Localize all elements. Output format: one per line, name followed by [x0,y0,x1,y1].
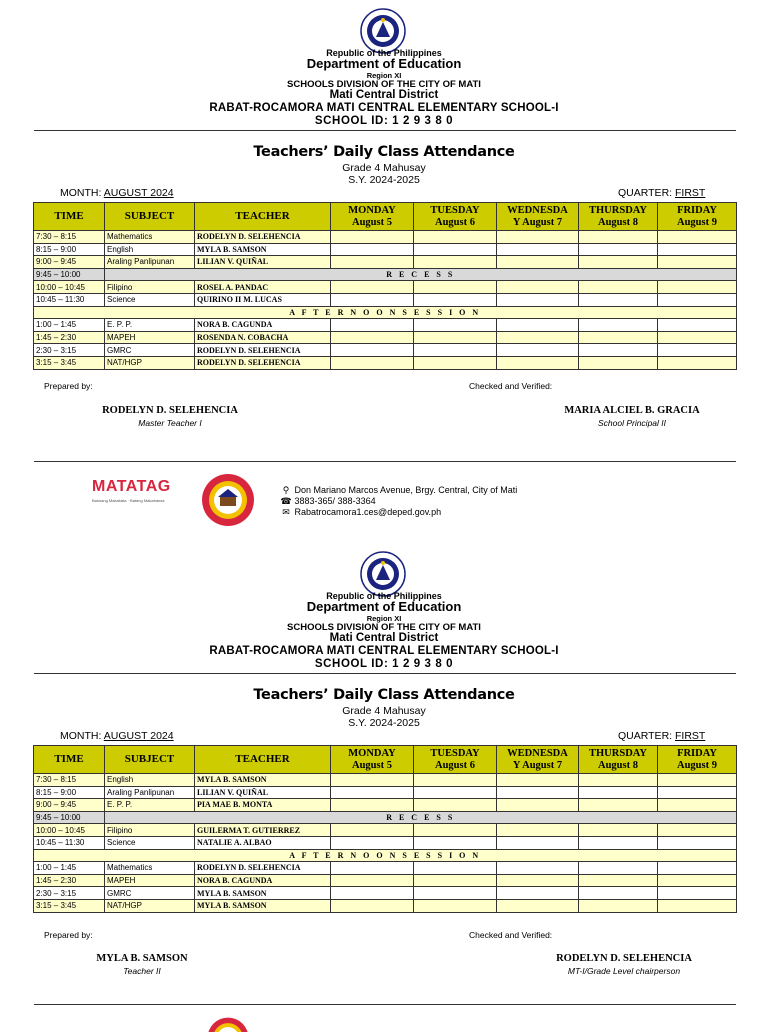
page-footer [0,470,768,530]
school-seal-icon [206,1016,250,1032]
attendance-cell[interactable] [658,231,737,244]
attendance-cell[interactable] [497,824,579,837]
table-header-row [34,203,737,231]
checked-by-position: MT-I/Grade Level chairperson [567,966,681,976]
checked-by-position: School Principal II [597,418,667,428]
attendance-cell[interactable] [658,319,737,332]
attendance-cell[interactable] [414,799,497,812]
month-field [60,187,174,199]
school-name: RABAT-ROCAMORA MATI CENTRAL ELEMENTARY SCHOOL-I [209,102,559,114]
quarter-label: QUARTER: [618,187,673,199]
republic-label: Republic of the Philippines [326,48,442,58]
afternoon-session-row [34,849,737,862]
attendance-cell[interactable] [658,293,737,306]
attendance-cell[interactable] [414,899,497,912]
afternoon-session-label: A F T E R N O O N S E S S I O N [34,849,737,862]
attendance-cell[interactable] [497,899,579,912]
col-header-thursday: THURSDAY August 8 [579,203,658,231]
attendance-cell[interactable] [497,774,579,787]
attendance-cell[interactable] [331,774,414,787]
quarter-field [618,730,705,742]
attendance-cell[interactable] [414,344,497,357]
checked-by-name: MARIA ALCIEL B. GRACIA [564,405,700,416]
attendance-cell[interactable] [497,293,579,306]
attendance-cell[interactable] [658,899,737,912]
attendance-cell[interactable] [497,887,579,900]
region-label: Region XI [366,614,402,623]
col-header-monday: MONDAY August 5 [331,746,414,774]
col-header-time: TIME [34,746,105,774]
matatag-tagline: Bansang Makabata · Batang Makabansa [92,498,165,503]
attendance-cell[interactable] [579,862,658,875]
prepared-by-label: Prepared by: [44,381,93,391]
attendance-cell[interactable] [331,256,414,269]
attendance-cell[interactable] [331,874,414,887]
col-header-thursday: THURSDAY August 8 [579,746,658,774]
footer-divider [34,461,736,462]
attendance-cell[interactable] [331,243,414,256]
document-title: Teachers’ Daily Class Attendance [253,144,515,160]
col-header-teacher: TEACHER [195,203,331,231]
attendance-cell[interactable] [414,774,497,787]
attendance-cell[interactable] [414,874,497,887]
checked-by-name: RODELYN D. SELEHENCIA [556,953,692,964]
afternoon-session-row [34,306,737,319]
school-year: S.Y. 2024-2025 [348,717,420,729]
location-pin-icon: ⚲ [282,485,290,495]
school-seal-icon [200,472,256,528]
recess-label: R E C E S S [105,811,737,824]
recess-row: 9:45 – 10:00 R E C E S S [34,268,737,281]
attendance-cell[interactable] [579,874,658,887]
attendance-cell[interactable] [414,356,497,369]
attendance-cell[interactable] [658,799,737,812]
attendance-cell[interactable] [658,356,737,369]
division-name: SCHOOLS DIVISION OF THE CITY OF MATI [287,79,481,90]
col-header-tuesday: TUESDAY August 6 [414,203,497,231]
col-header-monday: MONDAY August 5 [331,203,414,231]
department-name: Department of Education [306,56,462,71]
table-row: 1:45 – 2:30 MAPEH ROSENDA N. COBACHA [34,331,737,344]
attendance-cell[interactable] [414,887,497,900]
attendance-cell[interactable] [658,281,737,294]
table-row: 10:45 – 11:30 Science NATALIE A. ALBAO [34,836,737,849]
quarter-value: FIRST [675,187,706,199]
grade-section: Grade 4 Mahusay [342,162,426,174]
month-value: AUGUST 2024 [103,730,174,742]
attendance-cell[interactable] [331,887,414,900]
table-row: 3:15 – 3:45 NAT/HGP MYLA B. SAMSON [34,899,737,912]
header-divider [34,673,736,674]
school-id: SCHOOL ID: 1 2 9 3 8 0 [314,115,454,127]
prepared-by-position: Master Teacher I [138,418,202,428]
col-header-friday: FRIDAY August 9 [658,203,737,231]
table-row: 3:15 – 3:45 NAT/HGP RODELYN D. SELEHENCIA [34,356,737,369]
attendance-cell[interactable] [497,836,579,849]
attendance-cell[interactable] [331,862,414,875]
attendance-cell[interactable] [414,862,497,875]
attendance-cell[interactable] [331,231,414,244]
prepared-by-position: Teacher II [123,966,161,976]
table-row: 9:00 – 9:45 E. P. P. PIA MAE B. MONTA [34,799,737,812]
division-name: SCHOOLS DIVISION OF THE CITY OF MATI [287,622,481,633]
attendance-cell[interactable] [331,344,414,357]
matatag-logo: MATATAG [92,478,171,495]
attendance-cell[interactable] [331,319,414,332]
attendance-cell[interactable] [497,331,579,344]
attendance-cell[interactable] [658,862,737,875]
attendance-cell[interactable] [579,293,658,306]
month-field [60,730,174,742]
table-row: 9:00 – 9:45 Araling Panlipunan LILIAN V. QUIÑAL [34,256,737,269]
month-value: AUGUST 2024 [103,187,174,199]
attendance-cell[interactable] [579,344,658,357]
checked-by-label: Checked and Verified: [469,930,553,940]
attendance-cell[interactable] [579,899,658,912]
attendance-cell[interactable] [658,874,737,887]
attendance-cell[interactable] [331,293,414,306]
month-label: MONTH: [60,730,102,742]
email-icon: ✉ [282,507,290,517]
attendance-cell[interactable] [497,874,579,887]
school-year: S.Y. 2024-2025 [348,174,420,186]
attendance-cell[interactable] [579,836,658,849]
table-row: 8:15 – 9:00 English MYLA B. SAMSON [34,243,737,256]
attendance-cell[interactable] [658,887,737,900]
table-row: 1:00 – 1:45 Mathematics RODELYN D. SELEHENCIA [34,862,737,875]
month-label: MONTH: [60,187,102,199]
checked-by-label: Checked and Verified: [469,381,553,391]
header-divider [34,130,736,131]
col-header-friday: FRIDAY August 9 [658,746,737,774]
address-line: ⚲ Don Mariano Marcos Avenue, Brgy. Central, City of Mati [280,485,517,496]
attendance-cell[interactable] [414,256,497,269]
table-row: 10:45 – 11:30 Science QUIRINO II M. LUCAS [34,293,737,306]
attendance-cell[interactable] [579,319,658,332]
attendance-cell[interactable] [658,344,737,357]
attendance-cell[interactable] [414,331,497,344]
col-header-time: TIME [34,203,105,231]
school-id: SCHOOL ID: 1 2 9 3 8 0 [314,658,454,670]
col-header-teacher: TEACHER [195,746,331,774]
prepared-by-label: Prepared by: [44,930,93,940]
table-row: 8:15 – 9:00 Araling Panlipunan LILIAN V. QUIÑAL [34,786,737,799]
table-row: 10:00 – 10:45 Filipino GUILERMA T. GUTIERREZ [34,824,737,837]
prepared-by-name: RODELYN D. SELEHENCIA [102,405,238,416]
attendance-cell[interactable] [414,319,497,332]
document-title: Teachers’ Daily Class Attendance [253,687,515,703]
attendance-cell[interactable] [658,331,737,344]
attendance-cell[interactable] [414,836,497,849]
table-row: 1:45 – 2:30 MAPEH NORA B. CAGUNDA [34,874,737,887]
attendance-cell[interactable] [497,319,579,332]
email-line: ✉ Rabatrocamora1.ces@deped.gov.ph [280,507,441,518]
attendance-table [33,202,737,370]
attendance-cell[interactable] [414,243,497,256]
attendance-cell[interactable] [579,786,658,799]
table-row: 7:30 – 8:15 Mathematics RODELYN D. SELEHENCIA [34,231,737,244]
attendance-table [33,745,737,913]
attendance-cell[interactable] [579,231,658,244]
quarter-value: FIRST [675,730,706,742]
department-name: Department of Education [306,599,462,614]
attendance-cell[interactable] [658,824,737,837]
table-row: 1:00 – 1:45 E. P. P. NORA B. CAGUNDA [34,319,737,332]
attendance-cell[interactable] [331,356,414,369]
footer-divider [34,1004,736,1005]
quarter-label: QUARTER: [618,730,673,742]
col-header-subject: SUBJECT [105,203,195,231]
attendance-cell[interactable] [331,281,414,294]
attendance-cell[interactable] [331,899,414,912]
district-name: Mati Central District [329,632,439,644]
attendance-cell[interactable] [331,799,414,812]
attendance-cell[interactable] [579,356,658,369]
table-row: 2:30 – 3:15 GMRC MYLA B. SAMSON [34,887,737,900]
attendance-cell[interactable] [414,824,497,837]
attendance-cell[interactable] [414,293,497,306]
quarter-field [618,187,705,199]
attendance-cell[interactable] [579,774,658,787]
attendance-cell[interactable] [497,344,579,357]
attendance-cell[interactable] [414,281,497,294]
table-header-row [34,746,737,774]
attendance-cell[interactable] [579,799,658,812]
recess-label: R E C E S S [105,268,737,281]
phone-line: ☎ 3883-365/ 388-3364 [280,496,376,506]
col-header-wednesday: WEDNESDA Y August 7 [497,203,579,231]
recess-row: 9:45 – 10:00 R E C E S S [34,811,737,824]
attendance-cell[interactable] [579,256,658,269]
attendance-cell[interactable] [497,356,579,369]
republic-label: Republic of the Philippines [326,591,442,601]
attendance-cell[interactable] [497,799,579,812]
attendance-cell[interactable] [658,774,737,787]
attendance-cell[interactable] [414,231,497,244]
attendance-cell[interactable] [658,243,737,256]
prepared-by-name: MYLA B. SAMSON [96,953,188,964]
attendance-cell[interactable] [497,256,579,269]
attendance-cell[interactable] [658,836,737,849]
attendance-cell[interactable] [497,786,579,799]
attendance-cell[interactable] [497,862,579,875]
district-name: Mati Central District [329,89,439,101]
school-name: RABAT-ROCAMORA MATI CENTRAL ELEMENTARY SCHOOL-I [209,645,559,657]
table-row: 7:30 – 8:15 English MYLA B. SAMSON [34,774,737,787]
region-label: Region XI [366,71,402,80]
attendance-cell[interactable] [658,256,737,269]
attendance-cell[interactable] [579,887,658,900]
attendance-cell[interactable] [497,243,579,256]
attendance-cell[interactable] [331,331,414,344]
phone-icon: ☎ [280,496,292,506]
attendance-cell[interactable] [331,836,414,849]
attendance-cell[interactable] [579,281,658,294]
grade-section: Grade 4 Mahusay [342,705,426,717]
table-row: 10:00 – 10:45 Filipino ROSEL A. PANDAC [34,281,737,294]
attendance-cell[interactable] [497,281,579,294]
col-header-wednesday: WEDNESDA Y August 7 [497,746,579,774]
attendance-cell[interactable] [497,231,579,244]
col-header-tuesday: TUESDAY August 6 [414,746,497,774]
attendance-cell[interactable] [331,786,414,799]
attendance-cell[interactable] [331,824,414,837]
attendance-cell[interactable] [658,786,737,799]
table-row: 2:30 – 3:15 GMRC RODELYN D. SELEHENCIA [34,344,737,357]
attendance-cell[interactable] [579,824,658,837]
attendance-cell[interactable] [579,243,658,256]
attendance-cell[interactable] [414,786,497,799]
col-header-subject: SUBJECT [105,746,195,774]
attendance-cell[interactable] [579,331,658,344]
afternoon-session-label: A F T E R N O O N S E S S I O N [34,306,737,319]
